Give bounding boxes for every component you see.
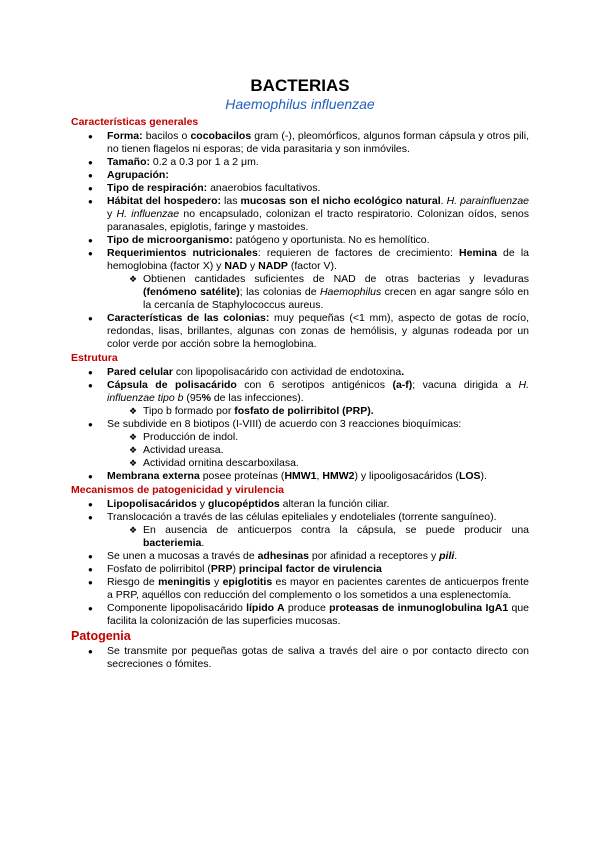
list-item-capsula: ● Cápsula de polisacárido con 6 serotipos antigénicos (a-f); vacuna dirigida a H. influenzae tipo b (95% de las infecciones). <box>71 379 529 405</box>
list-item-habitat: ● Hábitat del hospedero: las mucosas son el nicho ecológico natural. H. parainfluenzae y H. influenzae no encapsulado, colonizan el tracto respiratorio. Colonizan oídos, senos paranasales, epiglotis, faringe y mastoides. <box>71 195 529 234</box>
page-title: BACTERIAS <box>250 76 350 95</box>
section-heading-mecanismos: Mecanismos de patogenicidad y virulencia <box>71 484 284 496</box>
list-item-adhesinas: ● Se unen a mucosas a través de adhesinas por afinidad a receptores y pili. <box>71 550 529 563</box>
mecanismos-list <box>71 498 529 628</box>
list-item-riesgo: ● Riesgo de meningitis y epiglotitis es mayor en pacientes carentes de anticuerpos frente a PRP, aquéllos con reducción del complemento o los sometidos a una esplenectomía. <box>71 576 529 602</box>
list-item-pared: ● Pared celular con lipopolisacárido con actividad de endotoxina. <box>71 366 529 379</box>
list-item-tamano: ● Tamaño: 0.2 a 0.3 por 1 a 2 μm. <box>71 156 529 169</box>
list-item-biotipos: ● Se subdivide en 8 biotipos (I-VIII) de acuerdo con 3 reacciones bioquímicas: <box>71 418 529 431</box>
list-item-lipopolisacaridos: ● Lipopolisacáridos y glucopéptidos alteran la función ciliar. <box>71 498 529 511</box>
caracteristicas-list <box>71 130 529 351</box>
sub-item-tipo-b: ❖ Tipo b formado por fosfato de polirribitol (PRP). <box>71 405 529 418</box>
list-item-transmision: ● Se transmite por pequeñas gotas de saliva a través del aire o por contacto directo con secreciones o fómites. <box>71 645 529 671</box>
sub-item-indol: ❖ Producción de indol. <box>71 431 529 444</box>
list-item-agrupacion: ● Agrupación: <box>71 169 529 182</box>
list-item-fosfato: ● Fosfato de polirribitol (PRP) principal factor de virulencia <box>71 563 529 576</box>
list-item-lipido-a: ● Componente lipopolisacárido lípido A produce proteasas de inmunoglobulina IgA1 que facilita la colonización de las superficies mucosas. <box>71 602 529 628</box>
list-item-microorganismo: ● Tipo de microorganismo: patógeno y oportunista. No es hemolítico. <box>71 234 529 247</box>
estructura-list <box>71 366 529 483</box>
sub-item-satelite: ❖ Obtienen cantidades suficientes de NAD de otras bacterias y levaduras (fenómeno satélite); las colonias de Haemophilus crecen en agar sangre sólo en la cercanía de Staphylococcus aureus. <box>71 273 529 312</box>
section-heading-estructura: Estrutura <box>71 352 118 364</box>
sub-item-ureasa: ❖ Actividad ureasa. <box>71 444 529 457</box>
list-item-translocacion: ● Translocación a través de las células epiteliales y endoteliales (torrente sanguíneo). <box>71 511 529 524</box>
page-subtitle: Haemophilus influenzae <box>225 96 375 112</box>
patogenia-list <box>71 645 529 671</box>
list-item-requerimientos: ● Requerimientos nutricionales: requieren de factores de crecimiento: Hemina de la hemoglobina (factor X) y NAD y NADP (factor V). <box>71 247 529 273</box>
section-heading-caracteristicas: Características generales <box>71 116 199 128</box>
list-item-respiracion: ● Tipo de respiración: anaerobios facultativos. <box>71 182 529 195</box>
sub-item-ornitina: ❖ Actividad ornitina descarboxilasa. <box>71 457 529 470</box>
list-item-forma: ● Forma: bacilos o cocobacilos gram (-), pleomórficos, algunos forman cápsula y otros pili, no tienen flagelos ni esporas; de vida parasitaria y son inmóviles. <box>71 130 529 156</box>
list-item-colonias: ● Características de las colonias: muy pequeñas (<1 mm), aspecto de gotas de rocío, redondas, lisas, brillantes, algunas con zonas de hemólisis, y algunas rodeada por un color verde por acción sobre la hemoglobina. <box>71 312 529 351</box>
section-heading-patogenia: Patogenia <box>71 629 131 643</box>
list-item-membrana: ● Membrana externa posee proteínas (HMW1, HMW2) y lipooligosacáridos (LOS). <box>71 470 529 483</box>
sub-item-bacteriemia: ❖ En ausencia de anticuerpos contra la cápsula, se puede producir una bacteriemia. <box>71 524 529 550</box>
document-body <box>71 115 529 671</box>
